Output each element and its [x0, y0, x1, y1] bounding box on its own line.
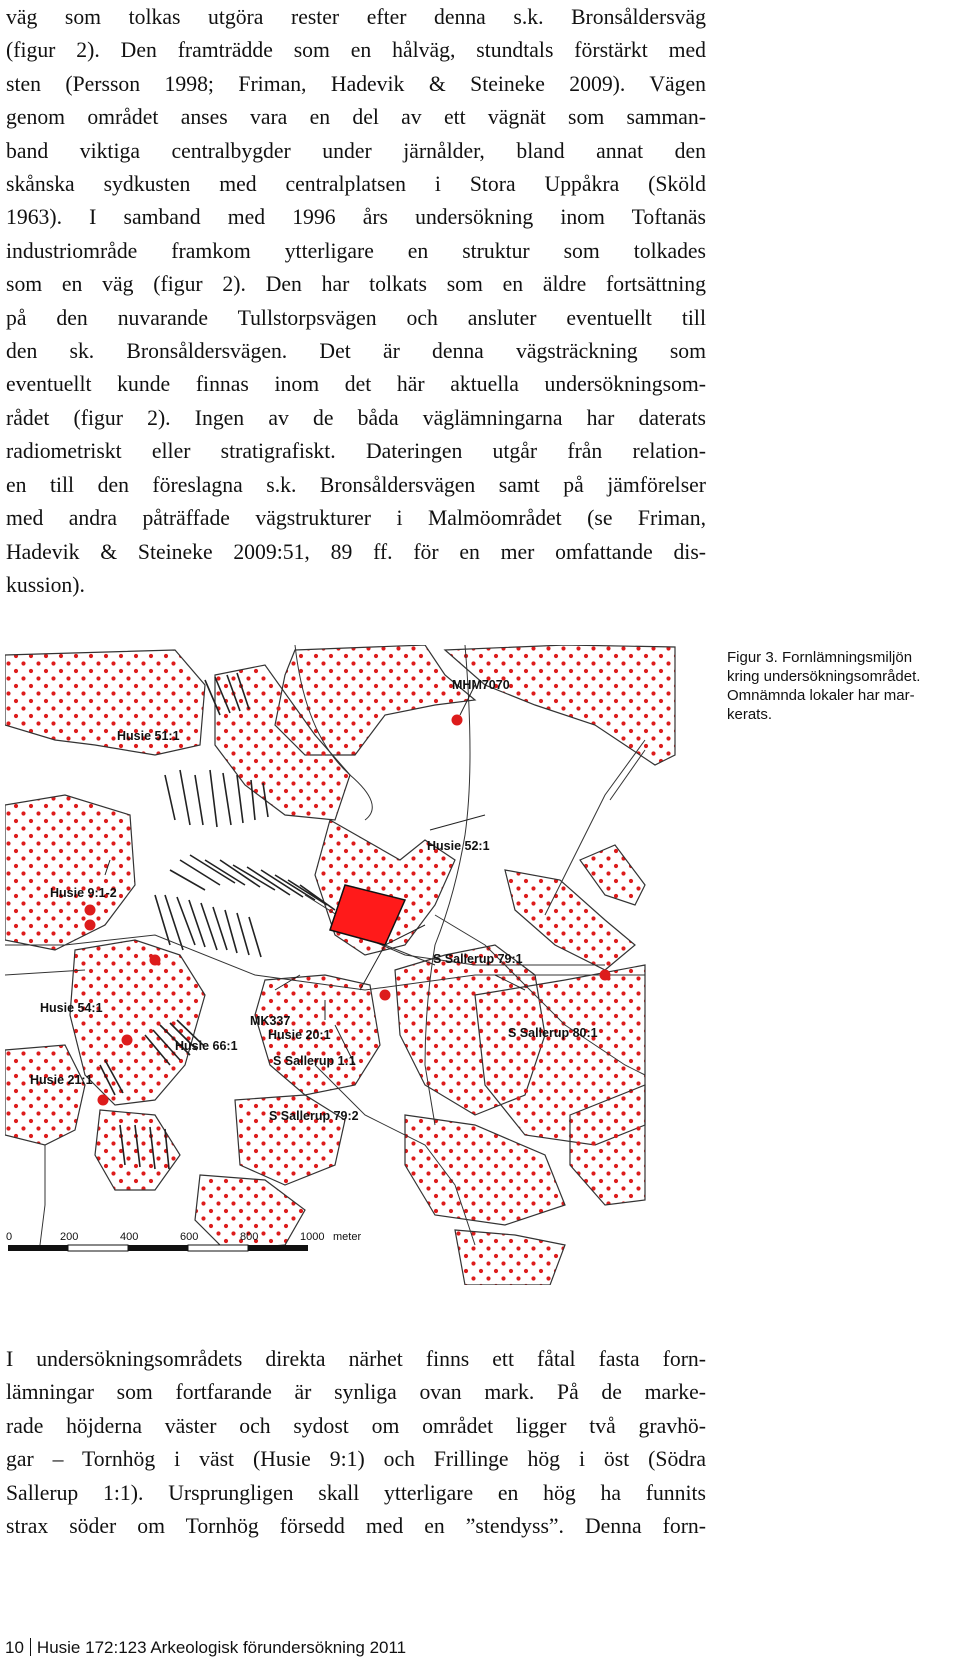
text-line: rådet (figur 2). Ingen av de båda väglämningarna har daterats [6, 405, 706, 430]
text-line: som en väg (figur 2). Den har tolkats som en äldre fortsättning [6, 272, 706, 297]
text-line: med andra påträffade vägstrukturer i Malmöområdet (se Friman, [6, 506, 706, 531]
page-number: 10 [5, 1638, 24, 1657]
label-mk337: MK337 [250, 1014, 291, 1028]
label-s-sallerup-79-1: S Sallerup 79:1 [433, 952, 523, 966]
label-s-sallerup-79-2: S Sallerup 79:2 [269, 1109, 359, 1123]
scale-tick-200: 200 [60, 1231, 79, 1243]
map-figure [5, 645, 680, 1285]
text-line: I undersökningsområdets direkta närhet finns ett fåtal fasta forn- [6, 1347, 706, 1371]
label-husie-20-1: Husie 20:1 [268, 1028, 331, 1042]
page-footer [5, 1638, 406, 1658]
scale-tick-800: 800 [240, 1231, 259, 1243]
figure-caption [727, 648, 957, 724]
caption-line: Figur 3. Fornlämningsmiljön [727, 649, 913, 666]
scale-tick-0: 0 [6, 1231, 13, 1243]
text-line: lämningar som fortfarande är synliga ovan mark. På de marke- [6, 1380, 706, 1405]
text-line: genom området anses vara en del av ett vägnät som samman- [6, 105, 706, 130]
text-line: rade höjderna väster och sydost om området ligger två gravhö- [6, 1413, 706, 1438]
text-line: industriområde framkom ytterligare en struktur som tolkades [6, 238, 706, 263]
body-paragraph-2 [6, 1343, 706, 1543]
text-line: Hadevik & Steineke 2009:51, 89 ff. för en mer omfattande dis- [6, 539, 706, 564]
text-line: (figur 2). Den framträdde som en hålväg, stundtals förstärkt med [6, 38, 706, 63]
label-mhm7070: MHM7070 [452, 678, 510, 692]
label-husie-66-1: Husie 66:1 [175, 1039, 238, 1053]
text-line: den sk. Bronsåldersvägen. Det är denna vägsträckning som [6, 339, 706, 364]
text-line: skånska sydkusten med centralplatsen i Stora Uppåkra (Sköld [6, 172, 706, 197]
label-s-sallerup-1-1: S Sallerup 1:1 [273, 1054, 356, 1068]
label-husie-54-1: Husie 54:1 [40, 1001, 103, 1015]
caption-line: kring undersökningsområdet. [727, 668, 921, 685]
label-husie-9-1-2: Husie 9:1-2 [50, 886, 117, 900]
scale-tick-1000: 1000 [300, 1231, 325, 1243]
scale-unit: meter [333, 1231, 362, 1243]
label-s-sallerup-80-1: S Sallerup 80:1 [508, 1026, 598, 1040]
body-paragraph-1 [6, 1, 706, 602]
publication-title: Husie 172:123 Arkeologisk förundersökning 2011 [36, 1638, 407, 1657]
footer-separator [30, 1638, 31, 1656]
text-line: på den nuvarande Tullstorpsvägen och ansluter eventuellt till [6, 305, 706, 330]
text-line: en till den föreslagna s.k. Bronsåldersvägen samt på jämförelser [6, 472, 706, 497]
scale-tick-400: 400 [120, 1231, 139, 1243]
text-line: gar – Tornhög i väst (Husie 9:1) och Frillinge hög i öst (Södra [6, 1447, 706, 1472]
text-line: eventuellt kunde finnas inom det här aktuella undersökningsom- [6, 372, 706, 397]
text-line: 1963). I samband med 1996 års undersökning inom Toftanäs [6, 205, 706, 230]
caption-line: Omnämnda lokaler har mar- [727, 687, 915, 704]
label-husie-51-1: Husie 51:1 [117, 729, 180, 743]
map-svg [5, 645, 680, 1285]
text-line: band viktiga centralbygder under järnålder, bland annat den [6, 138, 706, 163]
caption-line: kerats. [727, 706, 773, 723]
label-husie-21-1: Husie 21:1 [30, 1073, 93, 1087]
label-husie-52-1: Husie 52:1 [427, 839, 490, 853]
text-line: strax söder om Tornhög försedd med en ”stendyss”. Denna forn- [6, 1514, 706, 1539]
text-line: väg som tolkas utgöra rester efter denna s.k. Bronsåldersväg [6, 5, 706, 29]
text-line: kussion). [6, 572, 85, 597]
scale-tick-600: 600 [180, 1231, 199, 1243]
text-line: Sallerup 1:1). Ursprungligen skall ytterligare en hög ha funnits [6, 1480, 706, 1505]
text-line: radiometriskt eller stratigrafiskt. Dateringen utgår från relation- [6, 439, 706, 464]
text-line: sten (Persson 1998; Friman, Hadevik & Steineke 2009). Vägen [6, 71, 706, 96]
